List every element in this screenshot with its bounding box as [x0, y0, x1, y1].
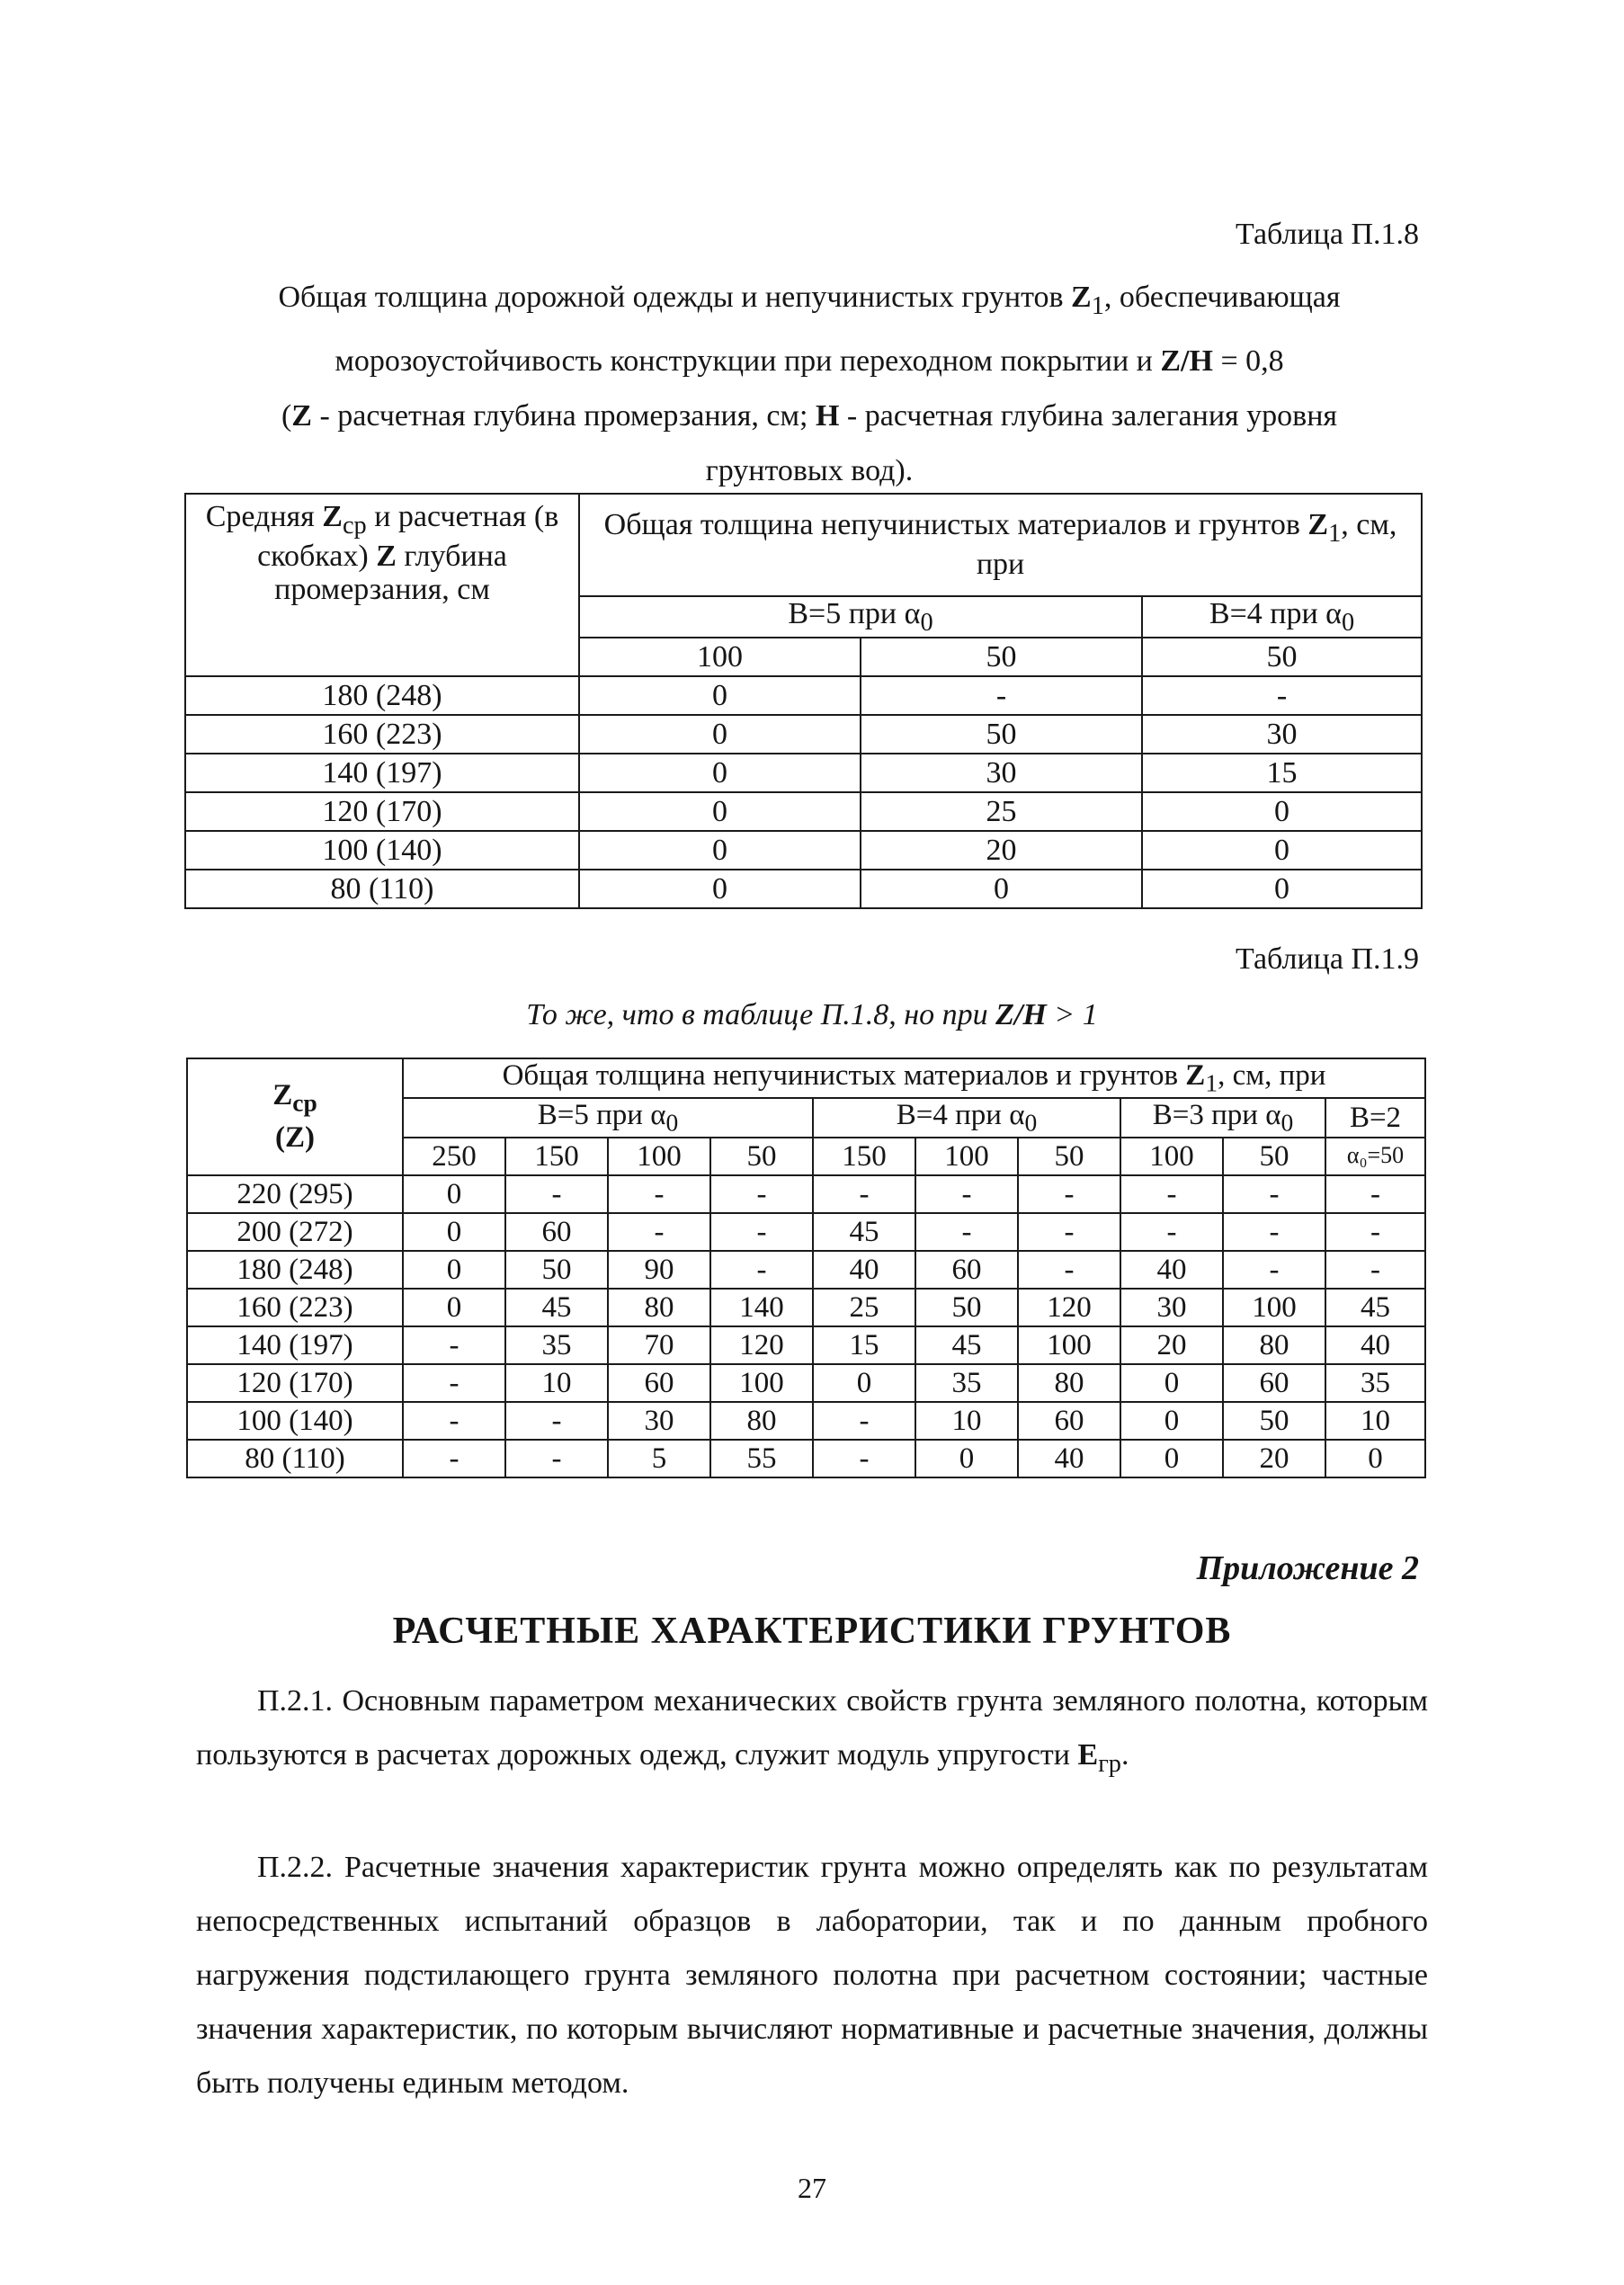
col-header: 100 — [608, 1138, 710, 1175]
table-subtitle: То же, что в таблице П.1.8, но при Z/H > 1 — [526, 998, 1098, 1031]
table-row: 100 (140) - - 30 80 - 10 60 0 50 10 — [187, 1402, 1425, 1440]
table-row: 80 (110) 0 0 0 — [185, 870, 1422, 908]
col-header: 100 — [915, 1138, 1018, 1175]
appendix-label: Приложение 2 — [1196, 1549, 1419, 1587]
col-header: α₀=50 — [1325, 1138, 1425, 1175]
table-row: 160 (223) 0 50 30 — [185, 715, 1422, 754]
table-row: 220 (295) 0 - - - - - - - - - — [187, 1175, 1425, 1213]
header-group-b4: В=4 при $\alpha_0$ — [813, 1098, 1120, 1138]
table-p1-8 — [184, 493, 1423, 909]
col-header: 100 — [579, 638, 861, 676]
table-row: 120 (170) - 10 60 100 0 35 80 0 60 35 — [187, 1364, 1425, 1402]
table-row: 200 (272) 0 60 - - 45 - - - - - — [187, 1213, 1425, 1251]
table-row: 180 (248) 0 50 90 - 40 60 - 40 - - — [187, 1251, 1425, 1289]
col-header: 50 — [1223, 1138, 1325, 1175]
header-group-b5: В=5 при $\alpha_0$ — [579, 596, 1142, 638]
col-header: 50 — [1018, 1138, 1120, 1175]
table-row: 80 (110) - - 5 55 - 0 40 0 20 0 — [187, 1440, 1425, 1477]
table-row: 140 (197) - 35 70 120 15 45 100 20 80 40 — [187, 1326, 1425, 1364]
header-thickness: Общая толщина непучинистых материалов и грунтов $Z_1$, см, при — [403, 1058, 1425, 1098]
paragraph-2-2: П.2.2. Расчетные значения характеристик грунта можно определять как по результатам непосредственных испытаний образцов в лаборатории, так и по данным пробного нагружения подстилающего грунта земляного полотна при расчетном состоянии; частные значения характеристик, по которым вычисляют нормативные и расчетные значения, должны быть получены единым методом. — [196, 1851, 1428, 2100]
col-header: 50 — [710, 1138, 813, 1175]
col-header: 50 — [861, 638, 1142, 676]
table-row: 140 (197) 0 30 15 — [185, 754, 1422, 792]
header-group-b5: В=5 при $\alpha_0$ — [403, 1098, 813, 1138]
header-depth: $Z_{ср}$ (Z) — [187, 1058, 403, 1175]
header-thickness: Общая толщина непучинистых материалов и грунтов $Z_1$, см, при — [579, 494, 1422, 596]
section-heading: РАСЧЕТНЫЕ ХАРАКТЕРИСТИКИ ГРУНТОВ — [392, 1611, 1232, 1652]
table-title: Общая толщина дорожной одежды и непучинистых грунтов $Z_1$, обеспечивающая морозоустойчивость конструкции при переходном покрытии и Z/H = 0,8 (Z - расчетная глубина промерзания, см; H - расчетная глубина залегания уровня грунтовых вод). — [278, 281, 1341, 487]
col-header: 50 — [1142, 638, 1422, 676]
header-group-b2: В=2 — [1325, 1098, 1425, 1138]
table-caption: Таблица П.1.9 — [1236, 942, 1419, 976]
table-caption: Таблица П.1.8 — [1236, 218, 1419, 251]
table-row: 180 (248) 0 - - — [185, 676, 1422, 715]
table-row: 100 (140) 0 20 0 — [185, 831, 1422, 870]
col-header: 150 — [505, 1138, 608, 1175]
table-row: 160 (223) 0 45 80 140 25 50 120 30 100 45 — [187, 1289, 1425, 1326]
page-number: 27 — [798, 2172, 826, 2204]
table-p1-9 — [186, 1058, 1426, 1478]
col-header: 150 — [813, 1138, 915, 1175]
paragraph-2-1: П.2.1. Основным параметром механических свойств грунта земляного полотна, которым пользуются в расчетах дорожных одежд, служит модуль упругости $E_{гр}$. — [196, 1684, 1428, 1778]
header-depth: Средняя $Z_{ср}$ и расчетная (в скобках) Z глубина промерзания, см — [185, 494, 579, 676]
header-group-b4: В=4 при $\alpha_0$ — [1142, 596, 1422, 638]
table-row: 120 (170) 0 25 0 — [185, 792, 1422, 831]
col-header: 250 — [403, 1138, 505, 1175]
col-header: 100 — [1120, 1138, 1223, 1175]
header-group-b3: В=3 при $\alpha_0$ — [1120, 1098, 1325, 1138]
